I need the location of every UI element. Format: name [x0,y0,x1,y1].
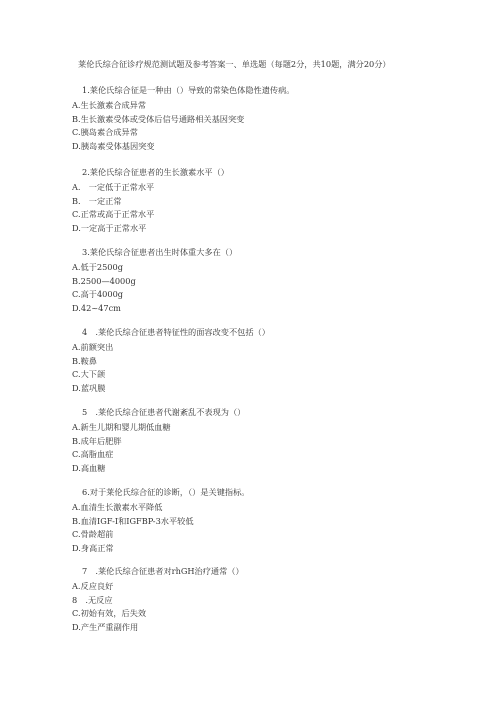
option-a: A.新生儿期和婴儿期低血糖 [72,422,171,432]
option-b: B.血清IGF-I和IGFBP-3水平较低 [72,515,194,526]
option-b: B. 一定正常 [72,195,122,206]
option-a: A. 一定低于正常水平 [72,182,155,192]
option-d: D.蓝巩膜 [72,382,106,393]
question-stem: 1.莱伦氏综合征是一种由（）导致的常染色体隐性遗传病。 [82,85,295,95]
option-b: B.2500—4000g [72,275,136,286]
option-c: C.骨龄超前 [72,529,114,539]
option-a: A.低于2500g [72,262,123,272]
option-d: D.一定高于正常水平 [72,222,147,233]
option-c: C.初始有效，后失效 [72,608,147,618]
question-7 [72,565,472,634]
question-4 [72,326,472,395]
option-b: B.生长激素受体或受体后信号通路相关基因突变 [72,113,245,124]
question-6 [72,486,472,555]
question-stem: 7 .莱伦氏综合征患者对rhGH治疗通常（） [82,566,244,576]
option-b: B.成年后肥胖 [72,435,122,446]
option-c: C.高脂血症 [72,449,114,459]
document-title: 莱伦氏综合征诊疗规范测试题及参考答案一、单选题（每题2分，共10题，满分20分） [78,59,391,69]
option-d: D.胰岛素受体基因突变 [72,140,155,151]
option-b: B.鞍鼻 [72,355,97,366]
option-a: A.血清生长激素水平降低 [72,502,163,512]
option-c: C.高于4000g [72,289,124,299]
question-stem: 3.莱伦氏综合征患者出生时体重大多在（） [82,247,238,257]
option-d: D.身高正常 [72,542,114,553]
option-d: D.42~47cm [72,302,121,313]
option-a: A.前额突出 [72,342,114,352]
question-3 [72,246,472,315]
question-5 [72,406,472,475]
question-stem: 4 .莱伦氏综合征患者特征性的面容改变不包括（） [82,327,270,337]
question-2 [72,166,472,235]
question-stem: 6.对于莱伦氏综合征的诊断，（）是关键指标。 [82,487,250,497]
option-c: C.胰岛素合成异常 [72,127,138,137]
option-d: D.高血糖 [72,462,106,473]
option-a: A.生长激素合成异常 [72,100,147,110]
option-c: C.大下颌 [72,369,106,379]
question-1 [72,84,472,153]
question-stem: 5 .莱伦氏综合征患者代谢紊乱不表现为（） [82,407,246,417]
option-d: D.产生严重副作用 [72,621,139,632]
question-stem: 2.莱伦氏综合征患者的生长激素水平（） [82,167,229,177]
option-b: 8 .无反应 [72,594,113,605]
option-c: C.正常或高于正常水平 [72,209,155,219]
option-a: A.反应良好 [72,581,114,591]
